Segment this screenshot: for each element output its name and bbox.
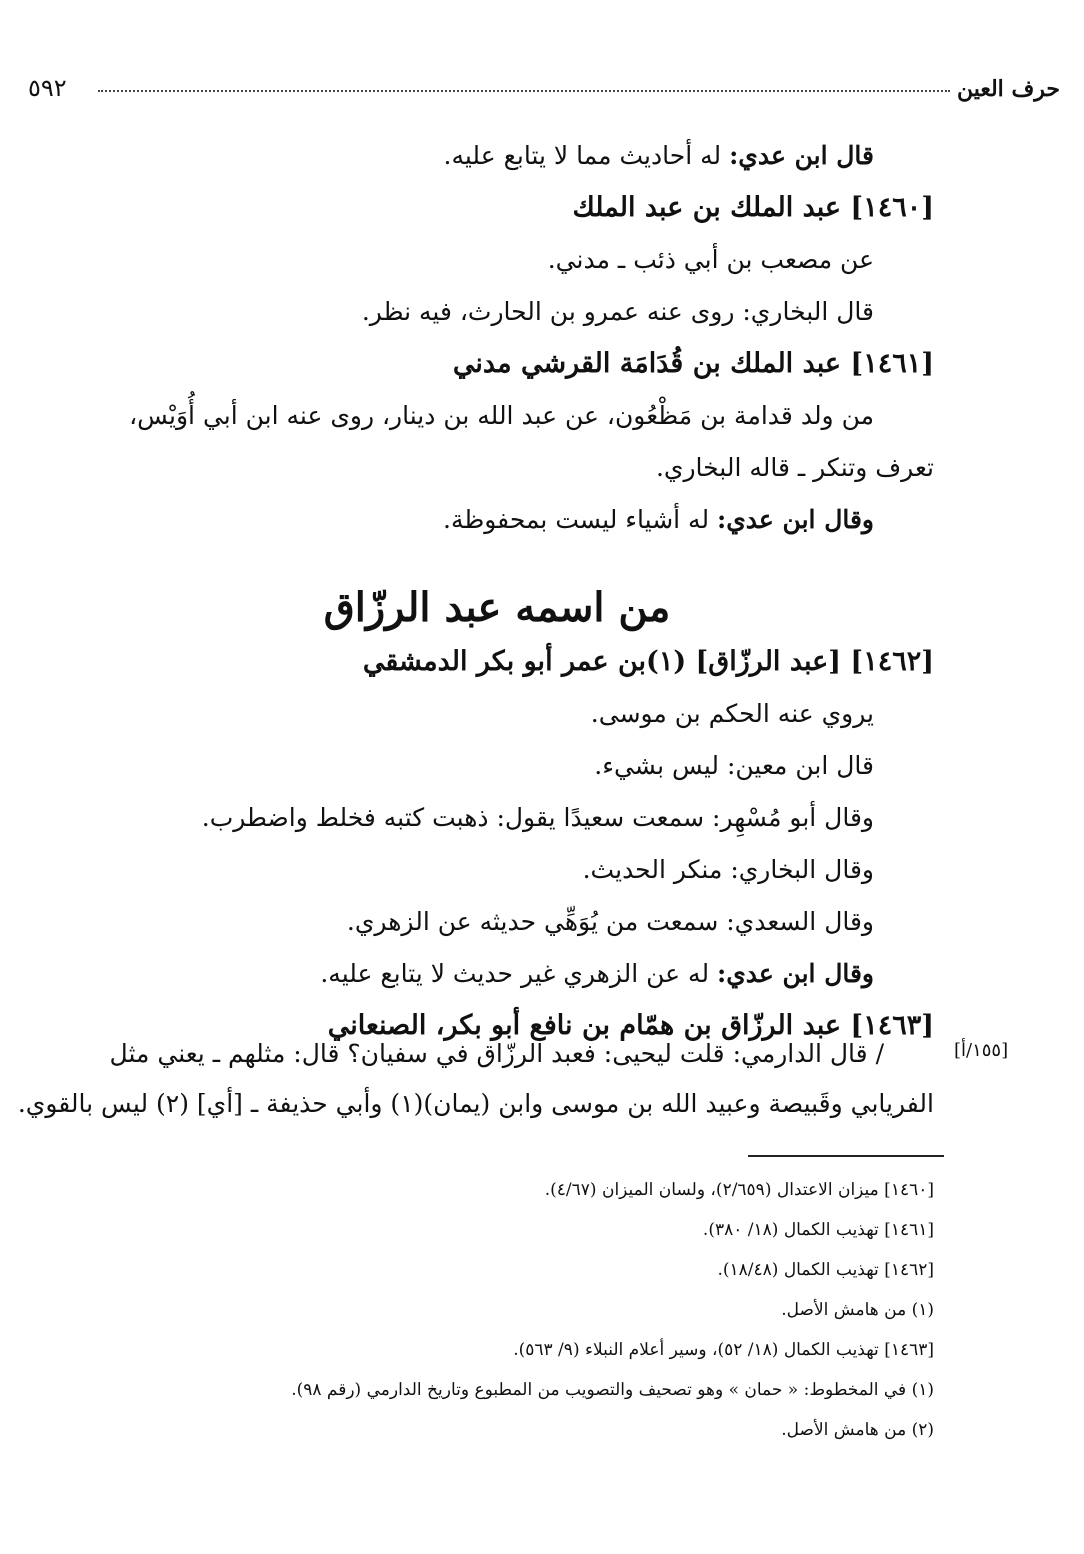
footnote: (١) في المخطوط: « حمان » وهو تصحيف والتصويب من المطبوع وتاريخ الدارمي (رقم ٩٨).: [291, 1380, 934, 1400]
running-header: [28, 76, 1060, 106]
text-block-1: [60, 130, 934, 546]
footnote: (٢) من هامش الأصل.: [781, 1420, 934, 1440]
entry-heading: [١٤٦٢] [عبد الرزّاق] (١)بن عمر أبو بكر الدمشقي: [362, 646, 934, 677]
footnote-separator: [748, 1155, 944, 1157]
footnote: (١) من هامش الأصل.: [781, 1300, 934, 1320]
entry-heading: [١٤٦٣] عبد الرزّاق بن همّام بن نافع أبو بكر، الصنعاني: [327, 1010, 934, 1041]
text-line: قال ابن معين: ليس بشيء.: [594, 751, 874, 780]
text-line: وقال البخاري: منكر الحديث.: [582, 855, 874, 884]
text-line: تعرف وتنكر ـ قاله البخاري.: [655, 453, 934, 482]
section-heading: من اسمه عبد الرزّاق: [323, 584, 671, 631]
footnotes: [60, 1170, 934, 1450]
footnote: [١٤٦٢] تهذيب الكمال (١٨/٤٨).: [717, 1260, 934, 1280]
chapter-title: حرف العين: [956, 76, 1060, 102]
header-dotted-rule: [98, 90, 950, 92]
footnote: [١٤٦٣] تهذيب الكمال (١٨/ ٥٢)، وسير أعلام النبلاء (٩/ ٥٦٣).: [513, 1340, 934, 1360]
text-line: من ولد قدامة بن مَظْعُون، عن عبد الله بن دينار، روى عنه ابن أبي أُوَيْس،: [129, 401, 874, 430]
text-line: / قال الدارمي: قلت ليحيى: فعبد الرزّاق في سفيان؟ قال: مثلهم ـ يعني مثل: [109, 1039, 884, 1068]
text-line: وقال ابن عدي: له أشياء ليست بمحفوظة.: [443, 505, 874, 534]
text-line: وقال السعدي: سمعت من يُوَهِّي حديثه عن الزهري.: [346, 907, 874, 936]
text-line: يروي عنه الحكم بن موسى.: [590, 699, 874, 728]
entry-heading: [١٤٦١] عبد الملك بن قُدَامَة القرشي مدني: [452, 348, 934, 379]
footnote: [١٤٦٠] ميزان الاعتدال (٢/٦٥٩)، ولسان الميزان (٤/٦٧).: [544, 1180, 934, 1200]
text-line: الفريابي وقَبيصة وعبيد الله بن موسى وابن (يمان)(١) وأبي حذيفة ـ [أي] (٢) ليس بالقوي.: [17, 1089, 934, 1118]
text-block-2: [60, 636, 934, 1052]
footnote: [١٤٦١] تهذيب الكمال (١٨/ ٣٨٠).: [702, 1220, 934, 1240]
page-number: ٥٩٢: [28, 74, 67, 102]
entry-heading: [١٤٦٠] عبد الملك بن عبد الملك: [572, 192, 934, 223]
text-line: عن مصعب بن أبي ذئب ـ مدني.: [547, 245, 874, 274]
text-line: قال البخاري: روى عنه عمرو بن الحارث، فيه نظر.: [361, 297, 874, 326]
text-line: وقال ابن عدي: له عن الزهري غير حديث لا يتابع عليه.: [320, 959, 874, 988]
text-line: وقال أبو مُسْهِر: سمعت سعيدًا يقول: ذهبت كتبه فخلط واضطرب.: [201, 803, 874, 832]
text-line: قال ابن عدي: له أحاديث مما لا يتابع عليه.: [443, 141, 874, 170]
margin-folio-reference: [١٥٥/أ]: [954, 1040, 1009, 1061]
